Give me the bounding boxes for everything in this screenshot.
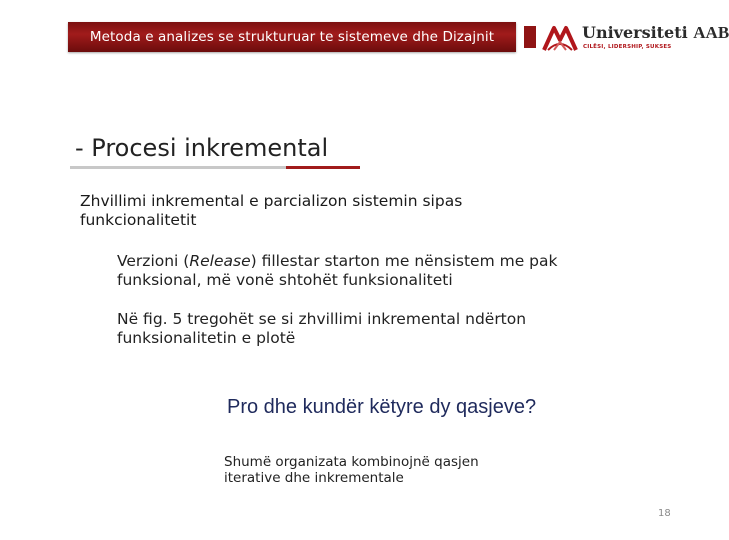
paragraph-release-italic: Release xyxy=(189,252,251,270)
header-accent-block xyxy=(524,26,536,48)
paragraph-release-start: Verzioni ( xyxy=(117,252,190,270)
lead-paragraph: Zhvillimi inkremental e parcializon sistemin sipas funkcionalitetit xyxy=(80,192,463,229)
pros-cons-question: Pro dhe kundër këtyre dy qasjeve? xyxy=(227,396,537,418)
section-title: - Procesi inkremental xyxy=(75,134,329,162)
university-logo xyxy=(542,20,729,58)
paragraph-release-end: ) fillestar starton me nënsistem me pak funksional, më vonë shtohët funksionaliteti xyxy=(117,252,558,289)
header-title: Metoda e analizes se strukturuar te sistemeve dhe Dizajnit xyxy=(89,29,495,45)
logo-emblem-icon xyxy=(542,20,578,56)
combination-note: Shumë organizata kombinojnë qasjen iterative dhe inkrementale xyxy=(224,454,479,486)
logo-name-text: Universiteti xyxy=(582,23,688,42)
header-bar xyxy=(68,22,516,52)
paragraph-figure: Në fig. 5 tregohët se si zhvillimi inkremental ndërton funksionalitetin e plotë xyxy=(117,310,527,347)
logo-name-suffix: AAB xyxy=(693,23,729,42)
paragraph-release xyxy=(117,252,587,290)
section-underline-accent xyxy=(286,166,360,169)
section-title-underline xyxy=(70,166,360,169)
page-number: 18 xyxy=(658,508,671,519)
logo-tagline: CILËSI, LIDERSHIP, SUKSES xyxy=(583,44,672,50)
logo-name xyxy=(582,23,729,43)
